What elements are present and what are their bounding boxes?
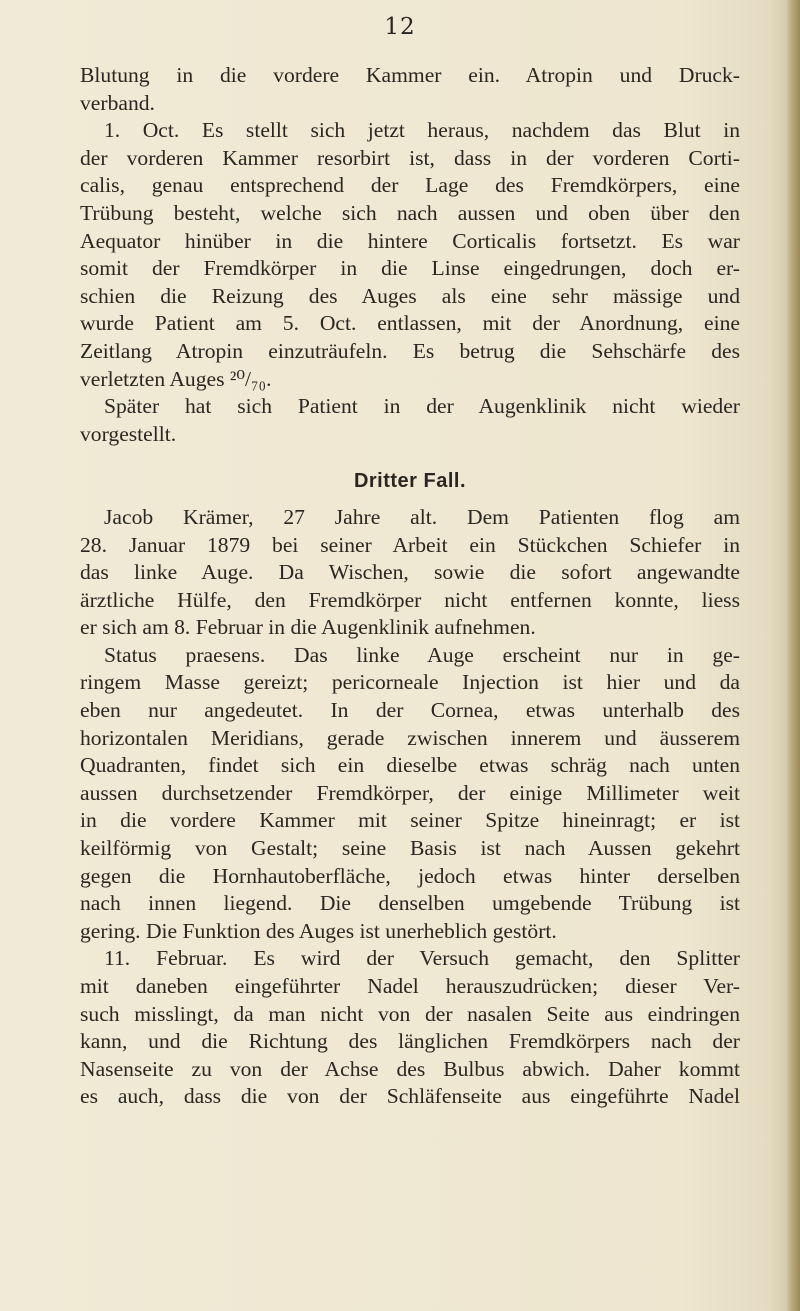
page-edge-shadow xyxy=(786,0,800,1311)
text-line: mit daneben eingeführter Nadel herauszudrücken; dieser Ver- xyxy=(80,974,740,998)
text-line: 1. Oct. Es stellt sich jetzt heraus, nachdem das Blut in xyxy=(104,118,740,143)
text-line: in die vordere Kammer mit seiner Spitze hineinragt; er ist xyxy=(80,808,740,833)
text-line: keilförmig von Gestalt; seine Basis ist nach Aussen gekehrt xyxy=(80,836,740,861)
text-line: Quadranten, findet sich ein dieselbe etwas schräg nach unten xyxy=(80,753,740,778)
text-line: calis, genau entsprechend der Lage des Fremdkörpers, eine xyxy=(80,173,740,198)
text-line: kann, und die Richtung des länglichen Fremdkörpers nach der xyxy=(80,1029,740,1054)
text-line: Jacob Krämer, 27 Jahre alt. Dem Patienten flog am xyxy=(104,504,740,529)
text-line: vorgestellt. xyxy=(80,421,177,446)
text-line: schien die Reizung des Auges als eine sehr mässige und xyxy=(80,283,740,308)
text-line: gering. Die Funktion des Auges ist unerheblich gestört. xyxy=(80,918,557,943)
text-line: gegen die Hornhautoberfläche, jedoch etwas hinter derselben xyxy=(80,863,740,888)
text-line: nach innen liegend. Die denselben umgebende Trübung ist xyxy=(80,891,740,916)
text-line: der vorderen Kammer resorbirt ist, dass in der vorderen Corti- xyxy=(80,145,740,170)
text-line: Später hat sich Patient in der Augenklinik nicht wieder xyxy=(104,394,740,419)
text-line: ärztliche Hülfe, den Fremdkörper nicht entfernen konnte, liess xyxy=(80,587,740,612)
text-line: somit der Fremdkörper in die Linse eingedrungen, doch er- xyxy=(80,256,740,281)
text-line: Blutung in die vordere Kammer ein. Atropin und Druck- xyxy=(80,63,740,87)
text-line: 11. Februar. Es wird der Versuch gemacht, den Splitter xyxy=(104,946,740,971)
text-line: such misslingt, da man nicht von der nasalen Seite aus eindringen xyxy=(80,1001,740,1026)
text-line: das linke Auge. Da Wischen, sowie die sofort angewandte xyxy=(80,560,740,585)
body-text xyxy=(80,62,740,1111)
page-number: 12 xyxy=(384,14,416,40)
text-line: ringem Masse gereizt; pericorneale Injection ist hier und da xyxy=(80,670,740,695)
text-line: Status praesens. Das linke Auge erscheint nur in ge- xyxy=(104,642,740,667)
text-line: er sich am 8. Februar in die Augenklinik aufnehmen. xyxy=(80,615,536,640)
text-line: Zeitlang Atropin einzuträufeln. Es betrug die Sehschärfe des xyxy=(80,338,740,363)
text-line: 28. Januar 1879 bei seiner Arbeit ein Stückchen Schiefer in xyxy=(80,532,740,557)
text-line: aussen durchsetzender Fremdkörper, der einige Millimeter weit xyxy=(80,780,740,805)
text-line: verband. xyxy=(80,90,155,115)
text-line: eben nur angedeutet. In der Cornea, etwas unterhalb des xyxy=(80,698,740,723)
text-line: es auch, dass die von der Schläfenseite aus eingeführte Nadel xyxy=(80,1084,740,1109)
text-line: Trübung besteht, welche sich nach aussen und oben über den xyxy=(80,200,740,225)
section-heading: Dritter Fall. xyxy=(353,470,467,493)
text-line: wurde Patient am 5. Oct. entlassen, mit der Anordnung, eine xyxy=(80,311,740,336)
text-line: Aequator hinüber in die hintere Corticalis fortsetzt. Es war xyxy=(80,228,740,253)
text-line: horizontalen Meridians, gerade zwischen innerem und äusserem xyxy=(80,725,740,750)
text-line: Nasenseite zu von der Achse des Bulbus abwich. Daher kommt xyxy=(80,1056,740,1081)
text-line: verletzten Auges ²⁰/₇₀. xyxy=(80,366,272,391)
